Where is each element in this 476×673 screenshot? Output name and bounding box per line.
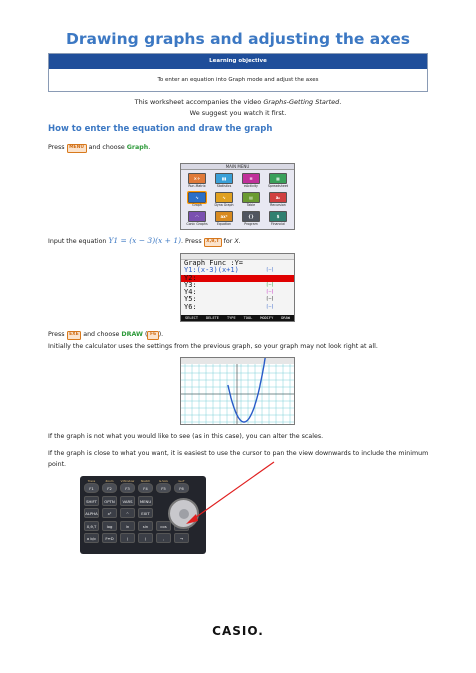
key-optn: OPTN [102,496,117,506]
arrow-line [192,462,274,520]
key-x-t: X,θ,T [84,521,99,531]
main-menu-screen [180,163,295,230]
step2-middle: . Press [181,238,204,245]
function-label: Y1: [184,266,197,275]
key-f5: F5 [156,483,171,493]
menu-item-label: Program [244,222,258,226]
graph-status-bar [181,358,294,364]
intro-suffix: . [339,98,342,106]
key-sketch: Sketch [140,479,151,483]
menu-item-label: Recursion [270,203,286,207]
menu-item-spreadsheet [266,173,290,190]
key-sin: sin [138,521,153,531]
step2-prefix: Input the equation [48,238,109,245]
dyna-graph-icon: ∿ [215,192,233,203]
menu-item-label: Statistics [216,184,232,188]
menu-item-graph [185,192,209,209]
red-arrow [170,460,280,530]
line-style: [—] [265,304,274,310]
intro-line-2: We suggest you watch it first. [189,109,287,117]
menu-item-recursion [266,192,290,209]
draw-choice: DRAW [121,331,143,338]
arrow-head [186,514,198,524]
menu-item-label: Conic Graphs [186,222,208,226]
step1-middle: and choose [86,144,127,151]
key-zoom: Zoom [105,479,114,483]
key-a-b-c: a b/c [84,533,99,543]
step3-paren: ( [143,331,148,338]
key-f-d: F↔D [102,533,117,543]
graph-icon: ∿ [188,192,206,203]
fkey-modify: MODIFY [260,316,274,320]
line-style: [—] [265,268,274,274]
cursor-paragraph: If the graph is close to what you want, it is easiest to use the cursor to pan the view downwards to include the minimum point. [48,450,429,468]
key-alpha: ALPHA [84,508,99,518]
function-label: Y6: [184,302,197,311]
eactivity-icon: ≡ [242,173,260,184]
key--: → [174,533,189,543]
graph-func-header: Graph Func :Y= [184,259,244,267]
graph-func-row [181,282,294,289]
key-g-solv: G-Solv [158,479,169,483]
graph-screen [180,357,295,425]
key--: ) [138,533,153,543]
key-x-: x² [102,508,117,518]
menu-item-eactivity [239,173,263,190]
table-icon: ▤ [242,192,260,203]
variable-x: X [234,238,239,245]
key-ln: ln [120,521,135,531]
graph-choice: Graph [126,144,149,151]
key-log: log [102,521,117,531]
menu-item-financial [266,211,290,228]
scales-paragraph: If the graph is not what you would like to see (as in this case), you can alter the scales. [48,433,324,440]
step1-suffix: . [148,144,151,151]
menu-item-run-matrix [185,173,209,190]
equation: Y1 = (x − 3)(x + 1) [108,236,182,245]
key-vars: VARS [120,496,135,506]
step2-suffix: . [238,238,241,245]
graph-func-row [181,275,294,282]
fkey-draw: DRAW [281,316,290,320]
key-v-window: V-Window [120,479,135,483]
video-title: Graphs-Getting Started [263,98,340,106]
key--: , [156,533,171,543]
intro-prefix: This worksheet accompanies the video [134,98,264,106]
x-theta-t-key-icon: X,θ,T [204,238,222,247]
intro-line-1 [0,98,476,106]
fkey-delete: DELETE [205,316,219,320]
key-shift: SHIFT [84,496,99,506]
step-1-text [48,143,433,154]
key--: ( [120,533,135,543]
key-f1: F1 [84,483,99,493]
graph-func-rows [181,267,294,311]
casio-logo: CASIO. [212,624,264,638]
graph-func-row [181,304,294,311]
line-style: [—] [265,290,274,296]
key-f4: F4 [138,483,153,493]
step-3-note: Initially the calculator uses the settings from the previous graph, so your graph may not look right at all. [48,343,378,350]
main-menu-title: MAIN MENU [181,164,294,170]
key-menu: MENU [138,496,153,506]
graph-func-row [181,296,294,303]
line-style: [—] [265,282,274,288]
menu-item-conic-graphs [185,211,209,228]
recursion-icon: aₙ [269,192,287,203]
menu-item-program [239,211,263,228]
objective-text: To enter an equation into Graph mode and adjust the axes [157,77,319,83]
fkey-tool: TOOL [243,316,253,320]
menu-item-statistics [212,173,236,190]
statistics-icon: ▮▮ [215,173,233,184]
fkey-type: TYPE [226,316,236,320]
menu-item-table [239,192,263,209]
graph-func-screen [180,253,295,322]
conic-graphs-icon: ◠ [188,211,206,222]
key-g-t: G↔T [178,479,185,483]
step1-prefix: Press [48,144,67,151]
financial-icon: $ [269,211,287,222]
step2-for: for [221,238,235,245]
section-heading: How to enter the equation and draw the graph [48,124,273,134]
menu-item-label: Spreadsheet [267,184,289,188]
key-f3: F3 [120,483,135,493]
menu-item-label: Financial [271,222,285,226]
graph-func-row [181,267,294,274]
menu-item-label: Table [246,203,256,207]
step-2-text [48,236,433,248]
key-trace: Trace [87,479,96,483]
menu-item-label: Run-Matrix [188,184,206,188]
function-label: Y3: [184,280,197,289]
spreadsheet-icon: ▦ [269,173,287,184]
menu-item-label: Graph [192,203,202,207]
run-matrix-icon: ×÷ [188,173,206,184]
key-cos: cos [156,521,171,531]
fkey-select: SELECT [185,316,198,320]
graph-func-row [181,289,294,296]
f6-key-icon: F6 [147,331,158,340]
step3-suffix: ). [158,331,164,338]
step3-middle: and choose [81,331,122,338]
equation-icon: ax² [215,211,233,222]
objective-heading: Learning objective [49,54,427,69]
function-key-bar [181,315,294,321]
function-value: (x-3)(x+1) [196,266,239,275]
step3-prefix: Press [48,331,67,338]
function-label: Y5: [184,295,197,304]
key-f2: F2 [102,483,117,493]
function-label: Y2: [184,273,197,282]
menu-item-label: Equation [216,222,232,226]
line-style: [—] [265,297,274,303]
menu-item-dyna-graph [212,192,236,209]
menu-item-label: Dyna Graph [214,203,234,207]
page-title: Drawing graphs and adjusting the axes [66,30,410,48]
key-f6: F6 [174,483,189,493]
key--: ^ [120,508,135,518]
line-style: [—] [265,275,274,281]
function-label: Y4: [184,288,197,297]
learning-objective-box [48,53,428,92]
graph-plot [181,358,294,424]
step-3-text [48,330,433,341]
menu-key-icon: MENU [67,144,87,153]
main-menu-grid [181,170,294,228]
menu-item-label: eActivity [244,184,258,188]
program-icon: {} [242,211,260,222]
exe-key-icon: EXE [67,331,82,340]
key-exit: EXIT [138,508,153,518]
menu-item-equation [212,211,236,228]
